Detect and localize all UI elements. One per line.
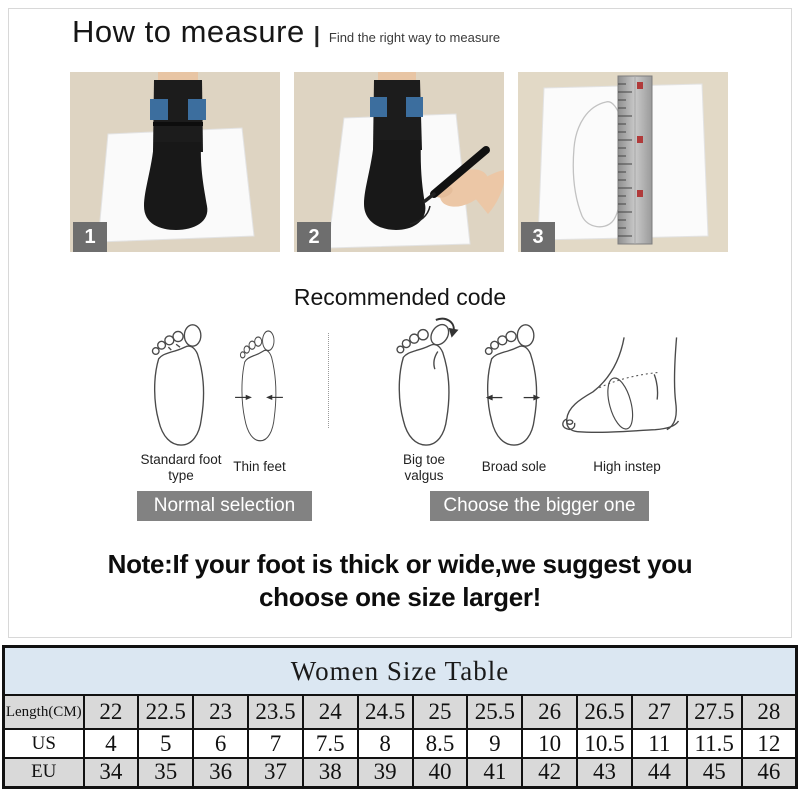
size-cell: 44: [632, 758, 687, 787]
choose-bigger-one-button: Choose the bigger one: [430, 491, 649, 521]
normal-selection-button: Normal selection: [137, 491, 312, 521]
standard-foot-illustration: [146, 320, 214, 448]
size-cell: 26.5: [577, 695, 632, 729]
big-toe-valgus-label: Big toe valgus: [402, 452, 446, 484]
us-size-row: [4, 729, 797, 758]
page-header: [72, 14, 500, 50]
step3-number-badge: 3: [521, 222, 555, 252]
size-cell: 11.5: [687, 729, 742, 758]
step1-photo: [70, 72, 280, 252]
size-cell: 41: [467, 758, 522, 787]
step1-number-badge: 1: [73, 222, 107, 252]
size-cell: 23.5: [248, 695, 303, 729]
size-cell: 10.5: [577, 729, 632, 758]
size-cell: 27: [632, 695, 687, 729]
size-note-line2: choose one size larger!: [258, 581, 542, 612]
step3-photo: [518, 72, 728, 252]
size-cell: 11: [632, 729, 687, 758]
size-table-title: Women Size Table: [4, 647, 797, 696]
thin-feet-label: Thin feet: [233, 459, 286, 474]
size-row-label: Length(CM): [4, 695, 84, 729]
size-cell: 22.5: [138, 695, 193, 729]
size-cell: 27.5: [687, 695, 742, 729]
recommended-code-title: Recommended code: [293, 284, 507, 310]
size-cell: 39: [358, 758, 413, 787]
size-cell: 24.5: [358, 695, 413, 729]
length-cm-row: [4, 695, 797, 729]
size-cell: 5: [138, 729, 193, 758]
size-note: [0, 548, 800, 613]
size-cell: 25: [413, 695, 468, 729]
eu-size-row: [4, 758, 797, 787]
size-cell: 23: [193, 695, 248, 729]
size-cell: 12: [742, 729, 797, 758]
size-cell: 7: [248, 729, 303, 758]
size-cell: 37: [248, 758, 303, 787]
size-cell: 8.5: [413, 729, 468, 758]
size-cell: 26: [522, 695, 577, 729]
broad-sole-label: Broad sole: [481, 459, 547, 474]
high-instep-illustration: [560, 330, 696, 442]
women-size-table: [2, 645, 798, 789]
page-subtitle: Find the right way to measure: [328, 30, 501, 45]
standard-foot-label: Standard foot type: [140, 452, 222, 484]
page-title: How to measure: [72, 14, 305, 49]
size-cell: 6: [193, 729, 248, 758]
group-divider-line: [328, 333, 329, 428]
size-cell: 34: [84, 758, 139, 787]
big-toe-valgus-illustration: [390, 316, 462, 448]
size-row-label: US: [4, 729, 84, 758]
thin-foot-illustration: [228, 322, 290, 448]
size-cell: 46: [742, 758, 797, 787]
size-cell: 42: [522, 758, 577, 787]
size-cell: 8: [358, 729, 413, 758]
size-cell: 38: [303, 758, 358, 787]
step2-photo: [294, 72, 504, 252]
size-row-label: EU: [4, 758, 84, 787]
broad-sole-illustration: [478, 320, 548, 448]
size-cell: 10: [522, 729, 577, 758]
size-table-title-row: [4, 647, 797, 696]
size-cell: 36: [193, 758, 248, 787]
size-cell: 40: [413, 758, 468, 787]
size-cell: 43: [577, 758, 632, 787]
size-cell: 45: [687, 758, 742, 787]
size-cell: 35: [138, 758, 193, 787]
title-divider: |: [313, 22, 320, 47]
size-cell: 24: [303, 695, 358, 729]
high-instep-label: High instep: [593, 459, 661, 474]
size-cell: 7.5: [303, 729, 358, 758]
size-cell: 9: [467, 729, 522, 758]
size-note-line1: Note:If your foot is thick or wide,we suggest you: [107, 549, 693, 579]
step2-number-badge: 2: [297, 222, 331, 252]
size-cell: 25.5: [467, 695, 522, 729]
size-cell: 4: [84, 729, 139, 758]
size-cell: 22: [84, 695, 139, 729]
size-cell: 28: [742, 695, 797, 729]
